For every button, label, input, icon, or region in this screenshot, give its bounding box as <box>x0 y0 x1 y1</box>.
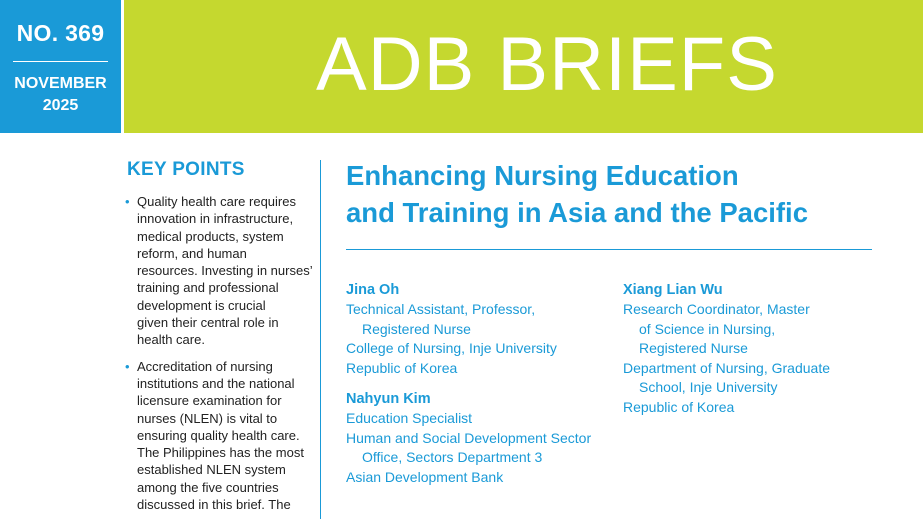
issue-divider <box>13 61 108 62</box>
key-point-line: among the five countries <box>137 479 279 495</box>
key-point-line: given their central role in <box>137 315 279 331</box>
key-point-line: health care. <box>137 332 205 348</box>
authors-left-column <box>346 280 616 498</box>
series-banner <box>124 0 923 133</box>
key-point-line: The Philippines has the most <box>137 445 304 461</box>
author-affiliation: Registered Nurse <box>639 340 748 356</box>
issue-year: 2025 <box>42 97 79 114</box>
author-affiliation: Technical Assistant, Professor, <box>346 301 536 317</box>
author-affiliation: Department of Nursing, Graduate <box>623 359 830 376</box>
key-point-line: established NLEN system <box>137 462 286 478</box>
key-point-line: reform, and human <box>137 245 247 261</box>
author-affiliation: Human and Social Development Sector <box>346 429 592 446</box>
author-block <box>346 280 616 378</box>
issue-badge <box>0 0 121 133</box>
bullet-icon: • <box>125 194 130 209</box>
key-point-line: medical products, system <box>137 228 284 244</box>
author-name: Jina Oh <box>346 282 400 298</box>
key-point-line: development is crucial <box>137 297 266 313</box>
key-point-line: Accreditation of nursing <box>137 358 273 374</box>
column-divider <box>320 160 321 519</box>
article-title-line: and Training in Asia and the Pacific <box>346 197 808 228</box>
key-point-item <box>125 358 315 514</box>
author-name: Xiang Lian Wu <box>623 282 723 298</box>
key-point-line: discussed in this brief. The <box>137 497 291 513</box>
key-points-list <box>125 193 315 522</box>
key-points-heading: KEY POINTS <box>127 159 245 180</box>
author-block <box>623 280 883 417</box>
author-affiliation: Republic of Korea <box>346 359 458 376</box>
authors-right-column <box>623 280 883 428</box>
author-affiliation: College of Nursing, Inje University <box>346 340 557 356</box>
author-affiliation: Asian Development Bank <box>346 468 504 485</box>
author-block <box>346 389 616 487</box>
series-title: ADB BRIEFS <box>316 22 778 107</box>
author-affiliation: Office, Sectors Department 3 <box>362 449 543 465</box>
author-affiliation: Research Coordinator, Master <box>623 301 810 317</box>
key-point-line: resources. Investing in nurses’ <box>137 263 313 279</box>
article-title <box>346 157 886 231</box>
key-point-line: innovation in infrastructure, <box>137 211 294 227</box>
author-affiliation: Education Specialist <box>346 410 473 426</box>
issue-month: NOVEMBER <box>14 75 107 92</box>
article-title-line: Enhancing Nursing Education <box>346 160 739 191</box>
key-point-line: training and professional <box>137 280 279 296</box>
key-point-line: Quality health care requires <box>137 194 296 209</box>
author-affiliation: of Science in Nursing, <box>639 320 776 337</box>
key-point-line: licensure examination for <box>137 393 282 409</box>
author-affiliation: School, Inje University <box>639 379 778 395</box>
author-name: Nahyun Kim <box>346 391 431 407</box>
title-divider <box>346 249 872 250</box>
author-affiliation: Republic of Korea <box>623 398 735 415</box>
issue-number: NO. 369 <box>16 20 105 46</box>
key-point-item <box>125 193 315 349</box>
key-point-line: ensuring quality health care. <box>137 427 300 443</box>
key-point-line: nurses (NLEN) is vital to <box>137 410 278 426</box>
bullet-icon: • <box>125 358 130 374</box>
author-affiliation: Registered Nurse <box>362 320 471 337</box>
key-point-line: institutions and the national <box>137 375 295 391</box>
